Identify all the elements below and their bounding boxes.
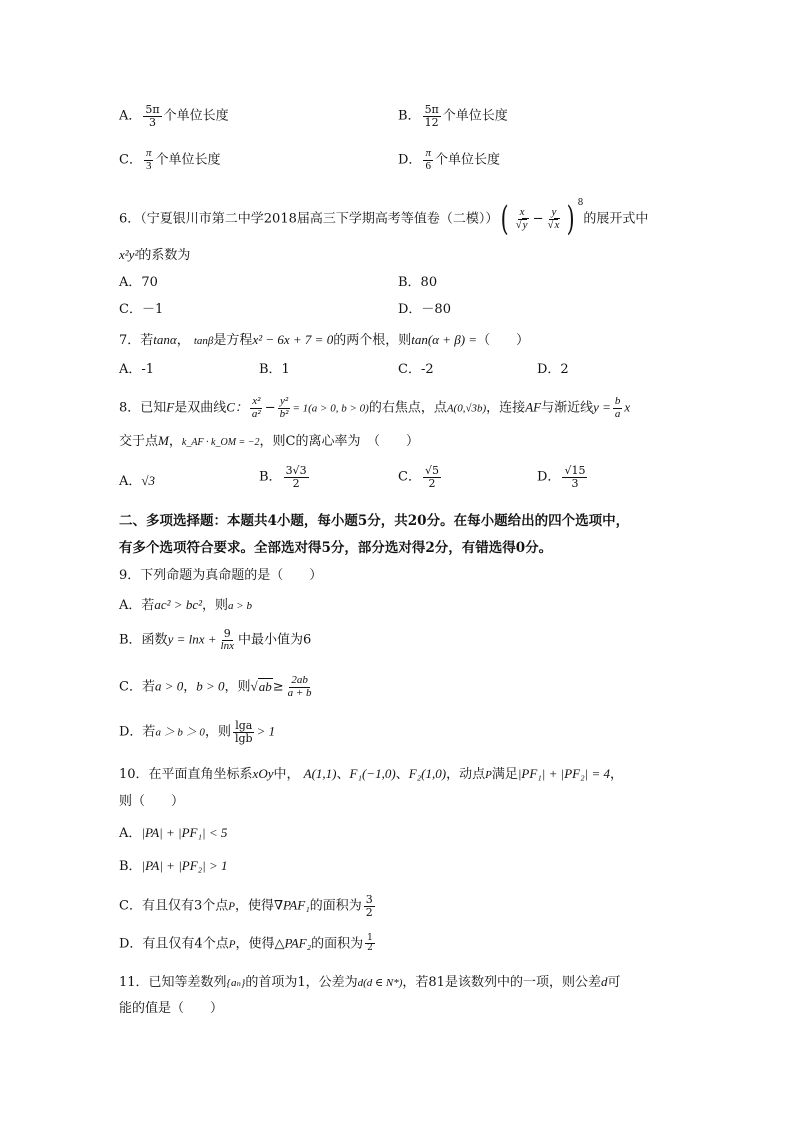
denominator: lgb xyxy=(234,731,253,745)
question-text: 7．若 xyxy=(119,333,154,348)
fraction xyxy=(423,465,441,489)
math-expression: y = xyxy=(593,399,611,415)
math-expression: tanα xyxy=(153,332,177,347)
math-expression: ∇PAF₁ xyxy=(273,897,310,913)
option-letter: D． xyxy=(537,469,561,485)
option-letter: C． xyxy=(119,152,142,168)
q5-option-b xyxy=(398,104,508,128)
math-expression: a ＞ b ＞ 0 xyxy=(155,726,205,739)
math-expression: A(1,1) xyxy=(303,766,337,781)
question-text: 6．（宁夏银川市第二中学2018届高三下学期高考等值卷（二模）） xyxy=(119,211,499,227)
math-expression: 6 xyxy=(302,632,312,648)
option-text: C．若 xyxy=(119,679,155,695)
option-text: 个单位长度 xyxy=(155,152,221,168)
q6-option-d: D．－80 xyxy=(398,302,451,317)
option-text: ，使得 xyxy=(234,898,274,914)
q10-option-b xyxy=(119,857,228,876)
math-expression: x²y² xyxy=(119,247,139,262)
fraction xyxy=(613,396,623,420)
option-text: ，使得 xyxy=(235,936,275,952)
fraction xyxy=(562,465,587,489)
punctuation: ， xyxy=(168,434,182,449)
exponent: 8 xyxy=(577,198,584,209)
math-symbol: xOy xyxy=(252,766,274,781)
q6-stem xyxy=(119,198,649,239)
q11-stem-line2: 能的值是（ ） xyxy=(119,1001,224,1016)
question-text: 10．在平面直角坐标系 xyxy=(119,767,253,782)
denominator: 6 xyxy=(425,159,431,172)
numerator: b xyxy=(614,395,621,407)
option-letter: B． xyxy=(259,469,282,485)
numerator: y xyxy=(551,205,557,218)
option-text: A．若 xyxy=(119,598,155,613)
punctuation: 、 xyxy=(336,767,350,782)
fraction: $\frac{\text{y²}}{\text{b²}}$ xyxy=(279,395,289,420)
section-heading-line2: 有多个选项符合要求。全部选对得5分，部分选对得2分，有错选得0分。 xyxy=(119,540,553,556)
option-letter: B． xyxy=(398,108,421,124)
q10-option-d xyxy=(119,934,377,954)
numerator: 3 xyxy=(365,893,373,906)
fraction xyxy=(219,628,236,652)
fraction xyxy=(144,148,154,172)
q6-option-b: B．80 xyxy=(398,275,438,290)
punctuation: ， xyxy=(609,767,623,782)
radicand: x xyxy=(554,218,560,231)
denominator: 12 xyxy=(424,115,439,129)
question-text: ，若81是该数列中的一项，则公差 xyxy=(402,975,601,990)
math-expression: F₂(1,0) xyxy=(408,766,447,781)
minus-sign: − xyxy=(532,211,544,227)
radicand: ab xyxy=(258,678,272,694)
numerator: 5π xyxy=(424,103,439,116)
fraction: $\frac{x}{√y}$ xyxy=(515,205,528,231)
question-text: 是方程 xyxy=(213,333,253,348)
numerator: π xyxy=(425,147,431,159)
option-letter: C． xyxy=(398,469,421,485)
math-expression: tanβ xyxy=(193,335,214,347)
q5-option-c xyxy=(119,148,220,172)
q8-stem: 8．已知F是双曲线C： $\frac{\text{x²}}{\text{a²}}$ − $\frac{\text{y²}}{\text{b²}}$ = 1(a > 0, b > 0)的右焦点，点A(0,√3b)，连接AF与渐近线y = $\frac{b}{a}$ x xyxy=(119,395,631,420)
option-text: ，则 xyxy=(202,598,229,613)
math-expression: ac² > bc² xyxy=(154,597,202,612)
fraction xyxy=(284,465,309,489)
math-symbol: M xyxy=(158,433,169,448)
math-expression: √3 xyxy=(141,473,156,488)
denominator: 3 xyxy=(145,159,152,172)
numerator: lga xyxy=(235,719,253,732)
denominator: 3 xyxy=(149,115,156,129)
q5-option-a xyxy=(119,104,229,128)
option-letter: A． xyxy=(119,826,142,841)
math-expression: b > 0 xyxy=(196,678,225,694)
math-symbol: P xyxy=(485,769,492,781)
question-text: 中， xyxy=(273,767,300,782)
q6-option-c: C．－1 xyxy=(119,302,164,317)
math-expression: y = lnx + xyxy=(167,631,217,647)
math-expression: x² − 6x + 7 = 0 xyxy=(252,332,334,347)
numerator: 5π xyxy=(145,103,160,116)
q9-option-a xyxy=(119,596,252,615)
q8-stem-line2 xyxy=(119,432,419,452)
option-text: 的面积为 xyxy=(309,898,362,914)
math-expression: |PA| + |PF₁| < 5 xyxy=(141,825,228,840)
q7-option-b: B．1 xyxy=(259,362,290,377)
question-text: 的右焦点，点 xyxy=(368,400,447,416)
option-text: 中最小值为 xyxy=(237,632,303,648)
question-text: 11．已知等差数列 xyxy=(119,975,227,990)
fraction xyxy=(233,720,255,744)
math-expression: a > 0 xyxy=(154,678,184,694)
denominator: a + b xyxy=(287,686,312,699)
math-expression: |PF₁| + |PF₂| = 4 xyxy=(517,766,610,781)
right-paren: ) xyxy=(567,199,576,239)
fraction xyxy=(143,104,161,128)
denominator: 2 xyxy=(365,905,373,919)
q7-option-a: A．-1 xyxy=(119,362,155,377)
option-letter: A． xyxy=(119,474,142,489)
math-symbol: P xyxy=(228,900,235,913)
numerator: π xyxy=(145,147,152,159)
numerator: √15 xyxy=(564,464,586,477)
q10-stem xyxy=(119,765,623,784)
q9-stem: 9．下列命题为真命题的是（ ） xyxy=(119,568,323,583)
denominator: 2 xyxy=(292,476,300,490)
q9-option-d xyxy=(119,720,275,744)
math-symbol: d xyxy=(600,974,608,989)
math-expression: a > b xyxy=(228,600,252,612)
fraction xyxy=(365,934,375,954)
option-text: 的面积为 xyxy=(311,936,364,952)
fraction: $\frac{y}{√x}$ xyxy=(547,205,560,231)
option-text: 个单位长度 xyxy=(442,108,508,124)
q6-stem-line2 xyxy=(119,246,190,265)
math-symbol: P xyxy=(228,938,236,951)
q10-stem-line2: 则（ ） xyxy=(119,794,185,809)
radicand: y xyxy=(522,218,528,231)
q8-option-a xyxy=(119,472,155,491)
q10-option-c xyxy=(119,894,377,918)
question-text: 可 xyxy=(607,975,621,990)
math-expression: k_AF · k_OM = −2 xyxy=(181,437,260,448)
q7-stem xyxy=(119,331,529,350)
denominator: 2 xyxy=(428,476,436,490)
math-expression: tan(α + β) = xyxy=(411,332,478,347)
q11-stem xyxy=(119,973,620,992)
math-expression: F₁(−1,0) xyxy=(349,766,396,781)
punctuation: 、 xyxy=(395,767,409,782)
fraction xyxy=(364,894,375,918)
numerator: x xyxy=(519,205,525,218)
q8-option-b xyxy=(259,465,311,489)
option-text: 个单位长度 xyxy=(434,152,500,168)
math-symbol: C： xyxy=(226,399,248,415)
denominator: lnx xyxy=(220,639,234,652)
q10-option-a xyxy=(119,824,227,843)
math-symbol: x xyxy=(624,399,631,415)
q9-option-c: C．若a > 0，b > 0，则√ab≥ $\frac{2ab}{a + b}$ xyxy=(119,674,312,699)
option-text: D．有且仅有4个点 xyxy=(119,936,229,952)
q8-option-c xyxy=(398,465,443,489)
option-text: D．若 xyxy=(119,724,156,740)
q5-option-d xyxy=(398,148,500,172)
question-text: ，则C的离心率为 （ ） xyxy=(259,434,419,449)
q9-option-b xyxy=(119,628,311,652)
q7-option-c: C．-2 xyxy=(398,362,434,377)
denominator: 2 xyxy=(367,943,373,954)
math-expression: △PAF₂ xyxy=(274,935,312,951)
math-symbol: ≥ xyxy=(272,679,284,695)
question-text: 的两个根，则 xyxy=(333,333,412,348)
question-text: 是双曲线 xyxy=(174,400,227,416)
question-text: ，连接 xyxy=(486,400,526,416)
denominator: a xyxy=(614,407,621,420)
question-text: 的展开式中 xyxy=(583,211,649,227)
question-text: 的系数为 xyxy=(138,248,191,263)
option-text: ，则 xyxy=(224,679,251,695)
q6-option-a: A．70 xyxy=(119,275,158,290)
fraction xyxy=(286,675,314,699)
option-text: B．函数 xyxy=(119,632,168,648)
math-expression: {aₙ} xyxy=(226,977,246,989)
question-text: 8．已知 xyxy=(119,400,167,416)
math-symbol: F xyxy=(166,399,175,415)
denominator: 3 xyxy=(571,476,579,490)
left-paren: ( xyxy=(501,199,509,239)
section-heading-line1: 二、多项选择题：本题共4小题，每小题5分，共20分。在每小题给出的四个选项中， xyxy=(119,513,630,529)
numerator: √5 xyxy=(424,464,439,477)
question-text: 与渐近线 xyxy=(541,400,594,416)
option-text: C．有且仅有3个点 xyxy=(119,898,229,914)
answer-blank: （ ） xyxy=(477,333,530,348)
option-letter: D． xyxy=(398,152,422,168)
numerator: 1 xyxy=(367,933,373,943)
option-text: 个单位长度 xyxy=(163,108,229,124)
math-expression: = 1(a > 0, b > 0) xyxy=(292,402,369,415)
q7-option-d: D．2 xyxy=(537,362,569,377)
question-text: ，动点 xyxy=(446,767,486,782)
q8-option-d xyxy=(537,465,589,489)
question-text: 的首项为1，公差为 xyxy=(245,975,358,990)
punctuation: ， xyxy=(183,679,197,695)
numerator: 3√3 xyxy=(285,464,307,477)
punctuation: ， xyxy=(176,333,190,348)
fraction xyxy=(423,148,433,172)
math-expression: A(0,√3b) xyxy=(446,402,487,415)
option-text: ，则 xyxy=(204,724,231,740)
option-letter: B． xyxy=(119,859,142,874)
option-letter: A． xyxy=(119,108,142,124)
math-expression: |PA| + |PF₂| > 1 xyxy=(141,858,228,873)
fraction xyxy=(423,104,441,128)
question-text: 满足 xyxy=(491,767,518,782)
fraction: $\frac{\text{x²}}{\text{a²}}$ xyxy=(251,395,261,420)
question-text: 交于点 xyxy=(119,434,159,449)
math-symbol: AF xyxy=(525,399,542,415)
numerator: 2ab xyxy=(291,674,308,686)
math-expression: d(d ∈ N*) xyxy=(357,977,403,989)
numerator: 9 xyxy=(223,627,231,640)
math-expression: > 1 xyxy=(256,723,276,739)
